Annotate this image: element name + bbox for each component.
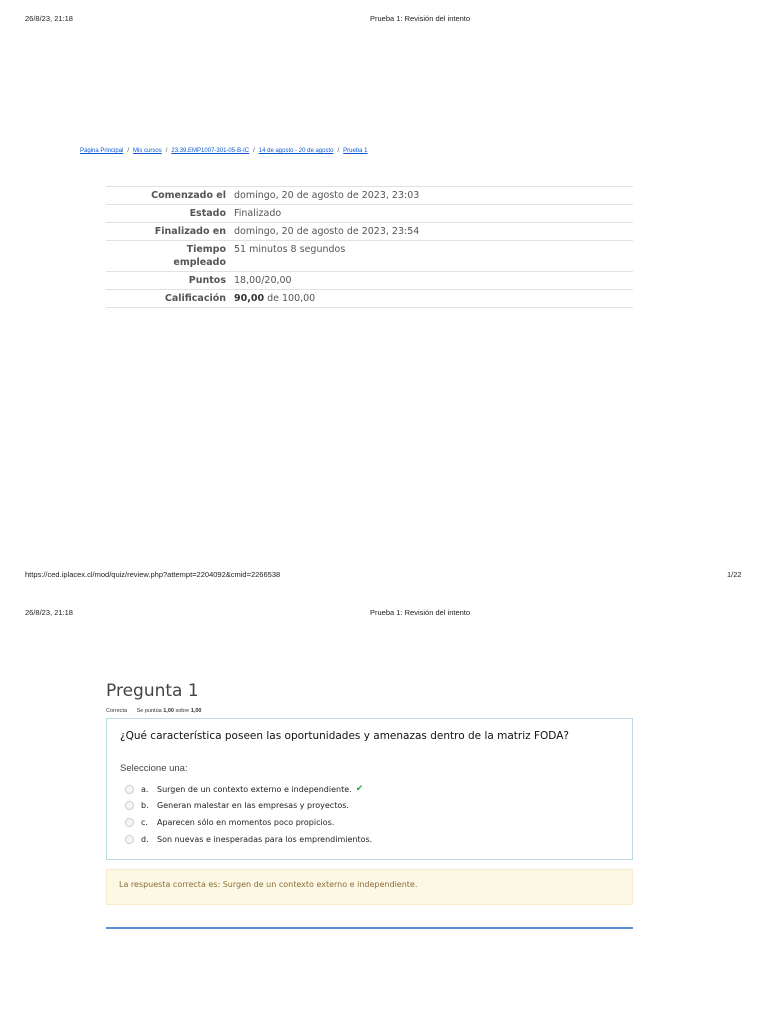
summary-label: Estado bbox=[106, 205, 230, 223]
summary-value: 18,00/20,00 bbox=[230, 272, 633, 290]
print-timestamp: 26/8/23, 21:18 bbox=[25, 608, 73, 617]
option-letter: a. bbox=[141, 784, 149, 794]
radio-icon[interactable] bbox=[125, 835, 134, 844]
option-text: Surgen de un contexto externo e independiente. bbox=[157, 784, 352, 794]
option-text: Son nuevas e inesperadas para los emprendimientos. bbox=[157, 835, 373, 844]
print-title: Prueba 1: Revisión del intento bbox=[370, 608, 471, 617]
breadcrumb-separator: / bbox=[337, 148, 340, 154]
summary-row bbox=[106, 290, 633, 308]
grade-value: 90,00 bbox=[234, 293, 265, 304]
summary-label: Calificación bbox=[106, 290, 230, 308]
answer-option-b[interactable] bbox=[125, 801, 349, 810]
breadcrumb-separator: / bbox=[165, 148, 168, 154]
check-icon: ✔ bbox=[355, 784, 364, 794]
print-url: https://ced.iplacex.cl/mod/quiz/review.php?attempt=2204092&cmid=2266538 bbox=[25, 570, 281, 579]
summary-label: Comenzado el bbox=[106, 187, 230, 205]
breadcrumb-item-my-courses[interactable]: Mis cursos bbox=[133, 148, 162, 154]
option-letter: b. bbox=[141, 801, 149, 810]
summary-label: Finalizado en bbox=[106, 223, 230, 241]
print-page-number: 1/22 bbox=[727, 570, 742, 579]
breadcrumb-item-quiz[interactable]: Prueba 1 bbox=[343, 148, 368, 154]
radio-icon[interactable] bbox=[125, 785, 134, 794]
question-meta bbox=[106, 708, 202, 714]
question-status: Correcta bbox=[106, 708, 128, 714]
breadcrumb-separator: / bbox=[253, 148, 255, 154]
print-timestamp: 26/8/23, 21:18 bbox=[25, 14, 73, 23]
question-score-max: 1,00 bbox=[190, 708, 202, 714]
summary-value: 51 minutos 8 segundos bbox=[230, 241, 633, 272]
radio-icon[interactable] bbox=[125, 818, 134, 827]
summary-value bbox=[230, 290, 633, 308]
breadcrumb-item-home[interactable]: Página Principal bbox=[80, 148, 124, 154]
breadcrumb bbox=[80, 148, 368, 154]
grade-max: de 100,00 bbox=[264, 293, 316, 304]
breadcrumb-item-week[interactable]: 14 de agosto - 20 de agosto bbox=[258, 148, 334, 154]
question-score-mid: sobre bbox=[173, 708, 191, 714]
feedback-text: La respuesta correcta es: Surgen de un contexto externo e independiente. bbox=[119, 880, 418, 889]
summary-value: domingo, 20 de agosto de 2023, 23:03 bbox=[230, 187, 633, 205]
question-divider bbox=[106, 927, 633, 929]
summary-value: Finalizado bbox=[230, 205, 633, 223]
summary-label: Tiempo empleado bbox=[106, 241, 230, 272]
summary-row bbox=[106, 205, 633, 223]
radio-icon[interactable] bbox=[125, 801, 134, 810]
question-score: 1,00 bbox=[163, 708, 174, 714]
breadcrumb-item-course[interactable]: 23.39.EMP1007-301-05-B-IC bbox=[171, 148, 250, 154]
summary-row bbox=[106, 223, 633, 241]
summary-label: Puntos bbox=[106, 272, 230, 290]
option-letter: c. bbox=[141, 818, 148, 827]
answer-option-d[interactable] bbox=[125, 835, 372, 844]
answer-option-c[interactable] bbox=[125, 818, 334, 827]
option-text: Aparecen sólo en momentos poco propicios. bbox=[157, 818, 335, 827]
summary-value: domingo, 20 de agosto de 2023, 23:54 bbox=[230, 223, 633, 241]
summary-row bbox=[106, 241, 633, 272]
question-content bbox=[106, 718, 633, 860]
question-score-prefix: Se puntúa bbox=[136, 708, 164, 714]
attempt-summary-table bbox=[106, 186, 633, 308]
answer-option-a[interactable] bbox=[125, 784, 363, 794]
breadcrumb-separator: / bbox=[127, 148, 130, 154]
option-letter: d. bbox=[141, 835, 149, 844]
question-text: ¿Qué característica poseen las oportunidades y amenazas dentro de la matriz FODA? bbox=[120, 730, 569, 742]
summary-row bbox=[106, 272, 633, 290]
print-title: Prueba 1: Revisión del intento bbox=[370, 14, 471, 23]
question-title: Pregunta 1 bbox=[106, 681, 199, 701]
summary-row bbox=[106, 187, 633, 205]
option-text: Generan malestar en las empresas y proyectos. bbox=[157, 801, 349, 810]
correct-answer-feedback bbox=[106, 869, 633, 905]
answer-prompt: Seleccione una: bbox=[120, 763, 188, 774]
